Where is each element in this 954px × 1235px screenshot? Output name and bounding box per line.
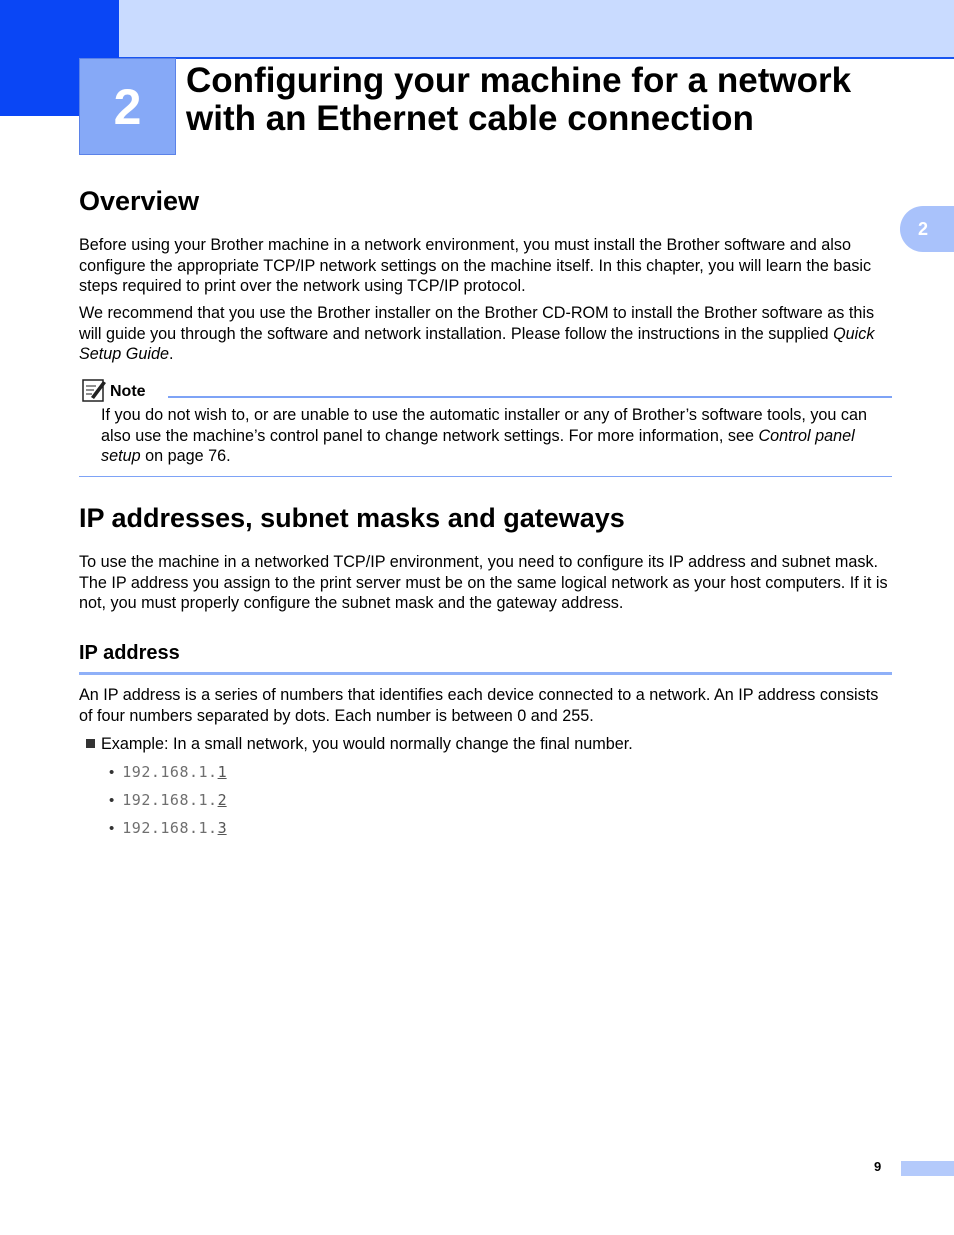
ip-example-item	[109, 791, 227, 809]
ip-address-text: An IP address is a series of numbers that identifies each device connected to a network. An IP address consists of four numbers separated by dots. Each number is between 0 and 255.	[79, 686, 879, 725]
ip-example-item	[109, 819, 227, 837]
side-tab-number: 2	[917, 218, 928, 239]
ip-address-rule	[79, 672, 892, 675]
ip-example-item	[109, 763, 227, 781]
page-footer-tab	[901, 1161, 954, 1176]
overview-paragraph-1: Before using your Brother machine in a network environment, you must install the Brother software and also configure the appropriate TCP/IP network settings on the machine itself. In this chapter, you will learn the basic steps required to print over the network using TCP/IP protocol.	[79, 236, 872, 295]
overview-p2-end: .	[169, 345, 174, 363]
overview-heading: Overview	[79, 186, 200, 216]
ip-example-last: 2	[217, 791, 227, 809]
note-body: If you do not wish to, or are unable to use the automatic installer or any of Brother’s software tools, you can also use the machine’s control panel to change network settings. For more information, see	[101, 406, 868, 445]
ip-example-base: 192.168.1.	[122, 763, 218, 781]
note-top-rule	[168, 396, 892, 398]
ip-example-last: 1	[217, 763, 227, 781]
page-number: 9	[874, 1159, 882, 1174]
quick-setup-guide-ref: Quick Setup Guide	[79, 324, 875, 363]
control-panel-setup-ref: Control panel setup	[101, 426, 855, 465]
overview-paragraph-2	[79, 303, 894, 365]
note-text	[101, 405, 894, 467]
overview-p2-text: We recommend that you use the Brother installer on the Brother CD-ROM to install the Brother software as this will guide you through the software and network installation. Please follow the instructions in the supplied	[79, 304, 875, 343]
chapter-side-tab	[900, 206, 954, 252]
example-text: Example: In a small network, you would normally change the final number.	[101, 735, 633, 753]
header-rule	[119, 57, 954, 59]
bullet-dot-icon: •	[109, 792, 115, 809]
chapter-number-box	[79, 58, 176, 155]
note-bottom-rule	[79, 476, 892, 477]
note-body-end: on page 76.	[140, 447, 231, 465]
note-pencil-icon	[81, 377, 107, 403]
chapter-number: 2	[113, 78, 142, 135]
chapter-title: Configuring your machine for a network with an Ethernet cable connection	[186, 61, 852, 138]
bullet-dot-icon: •	[109, 820, 115, 837]
ip-section-heading: IP addresses, subnet masks and gateways	[79, 503, 625, 533]
note-label: Note	[110, 383, 146, 400]
ip-address-heading: IP address	[79, 642, 180, 664]
ip-example-last: 3	[217, 819, 227, 837]
bullet-dot-icon: •	[109, 764, 115, 781]
ip-example-base: 192.168.1.	[122, 791, 218, 809]
header-band	[0, 0, 954, 58]
ip-example-base: 192.168.1.	[122, 819, 218, 837]
bullet-square-icon	[86, 739, 95, 748]
ip-section-intro: To use the machine in a networked TCP/IP environment, you need to configure its IP address and subnet mask. The IP address you assign to the print server must be on the same logical network as your host computers. If it is not, you must properly configure the subnet mask and the gateway address.	[79, 553, 888, 612]
